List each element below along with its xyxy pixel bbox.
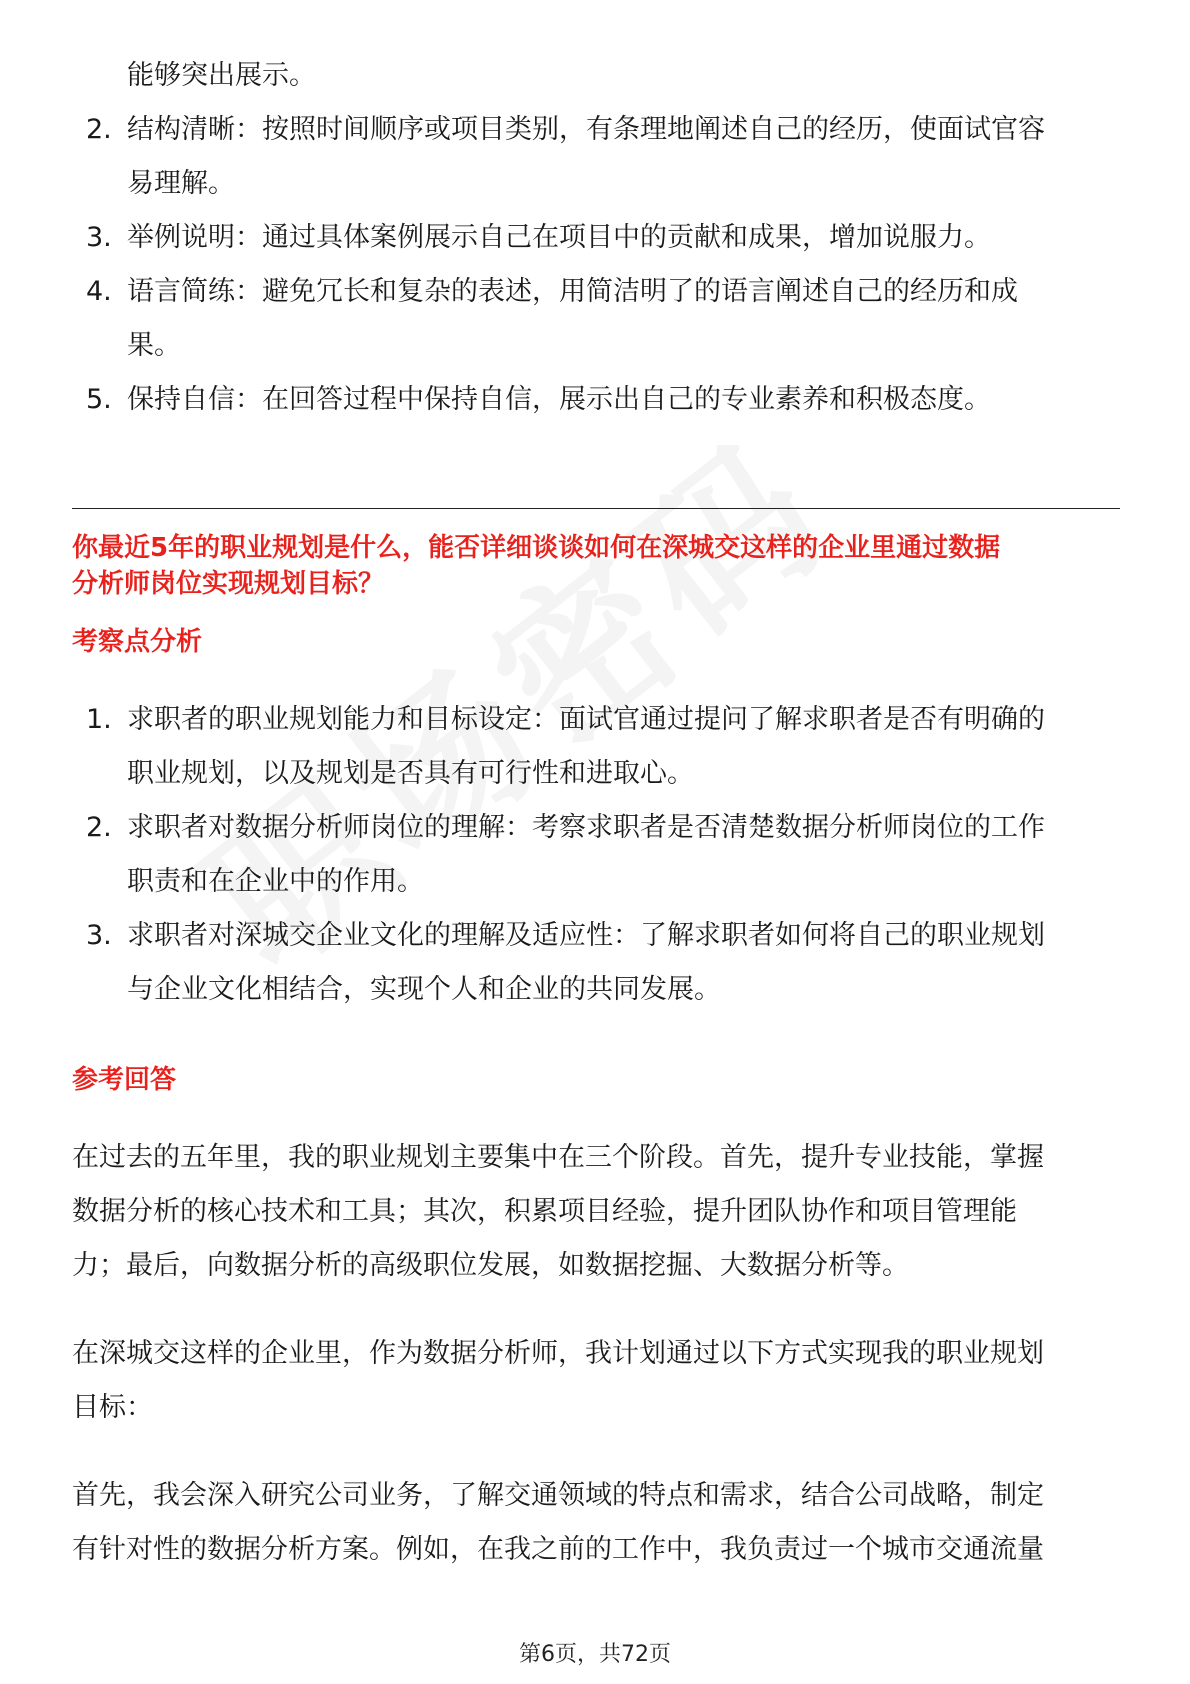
list-item-number: 2. bbox=[86, 812, 112, 843]
list-item-number: 1. bbox=[86, 704, 112, 735]
list-item-number: 4. bbox=[86, 276, 112, 307]
list-item-text: 与企业文化相结合，实现个人和企业的共同发展。 bbox=[127, 974, 721, 1005]
list-item-number: 3. bbox=[86, 920, 112, 951]
paragraph-line: 力；最后，向数据分析的高级职位发展，如数据挖掘、大数据分析等。 bbox=[72, 1250, 909, 1281]
list-item-text: 职业规划，以及规划是否具有可行性和进取心。 bbox=[127, 758, 694, 789]
list-item-text: 结构清晰：按照时间顺序或项目类别，有条理地阐述自己的经历，使面试官容 bbox=[127, 114, 1045, 145]
section-heading-answer: 参考回答 bbox=[72, 1065, 177, 1095]
list-item-text: 语言简练：避免冗长和复杂的表述，用简洁明了的语言阐述自己的经历和成 bbox=[127, 276, 1018, 307]
section-heading-analysis: 考察点分析 bbox=[72, 627, 203, 657]
paragraph-line: 首先，我会深入研究公司业务，了解交通领域的特点和需求，结合公司战略，制定 bbox=[72, 1480, 1044, 1511]
paragraph-line: 在深城交这样的企业里，作为数据分析师，我计划通过以下方式实现我的职业规划 bbox=[72, 1338, 1044, 1369]
paragraph-line: 数据分析的核心技术和工具；其次，积累项目经验，提升团队协作和项目管理能 bbox=[72, 1196, 1017, 1227]
list-item-continuation: 能够突出展示。 bbox=[127, 60, 316, 91]
paragraph-line: 在过去的五年里，我的职业规划主要集中在三个阶段。首先，提升专业技能，掌握 bbox=[72, 1142, 1044, 1173]
list-item-text: 求职者的职业规划能力和目标设定：面试官通过提问了解求职者是否有明确的 bbox=[127, 704, 1045, 735]
list-item-text: 易理解。 bbox=[127, 168, 235, 199]
question-title: 你最近5年的职业规划是什么，能否详细谈谈如何在深城交这样的企业里通过数据 bbox=[72, 533, 1001, 563]
list-item-number: 3. bbox=[86, 222, 112, 253]
paragraph-line: 目标： bbox=[72, 1392, 153, 1423]
list-item-text: 职责和在企业中的作用。 bbox=[127, 866, 424, 897]
list-item-text: 保持自信：在回答过程中保持自信，展示出自己的专业素养和积极态度。 bbox=[127, 384, 991, 415]
list-item-text: 果。 bbox=[127, 330, 181, 361]
section-divider bbox=[72, 508, 1120, 509]
paragraph-line: 有针对性的数据分析方案。例如，在我之前的工作中，我负责过一个城市交通流量 bbox=[72, 1534, 1044, 1565]
list-item-text: 求职者对深城交企业文化的理解及适应性：了解求职者如何将自己的职业规划 bbox=[127, 920, 1045, 951]
page-number: 第6页，共72页 bbox=[519, 1642, 671, 1667]
list-item-number: 5. bbox=[86, 384, 112, 415]
list-item-text: 求职者对数据分析师岗位的理解：考察求职者是否清楚数据分析师岗位的工作 bbox=[127, 812, 1045, 843]
list-item-number: 2. bbox=[86, 114, 112, 145]
question-title: 分析师岗位实现规划目标？ bbox=[72, 569, 385, 599]
list-item-text: 举例说明：通过具体案例展示自己在项目中的贡献和成果，增加说服力。 bbox=[127, 222, 991, 253]
